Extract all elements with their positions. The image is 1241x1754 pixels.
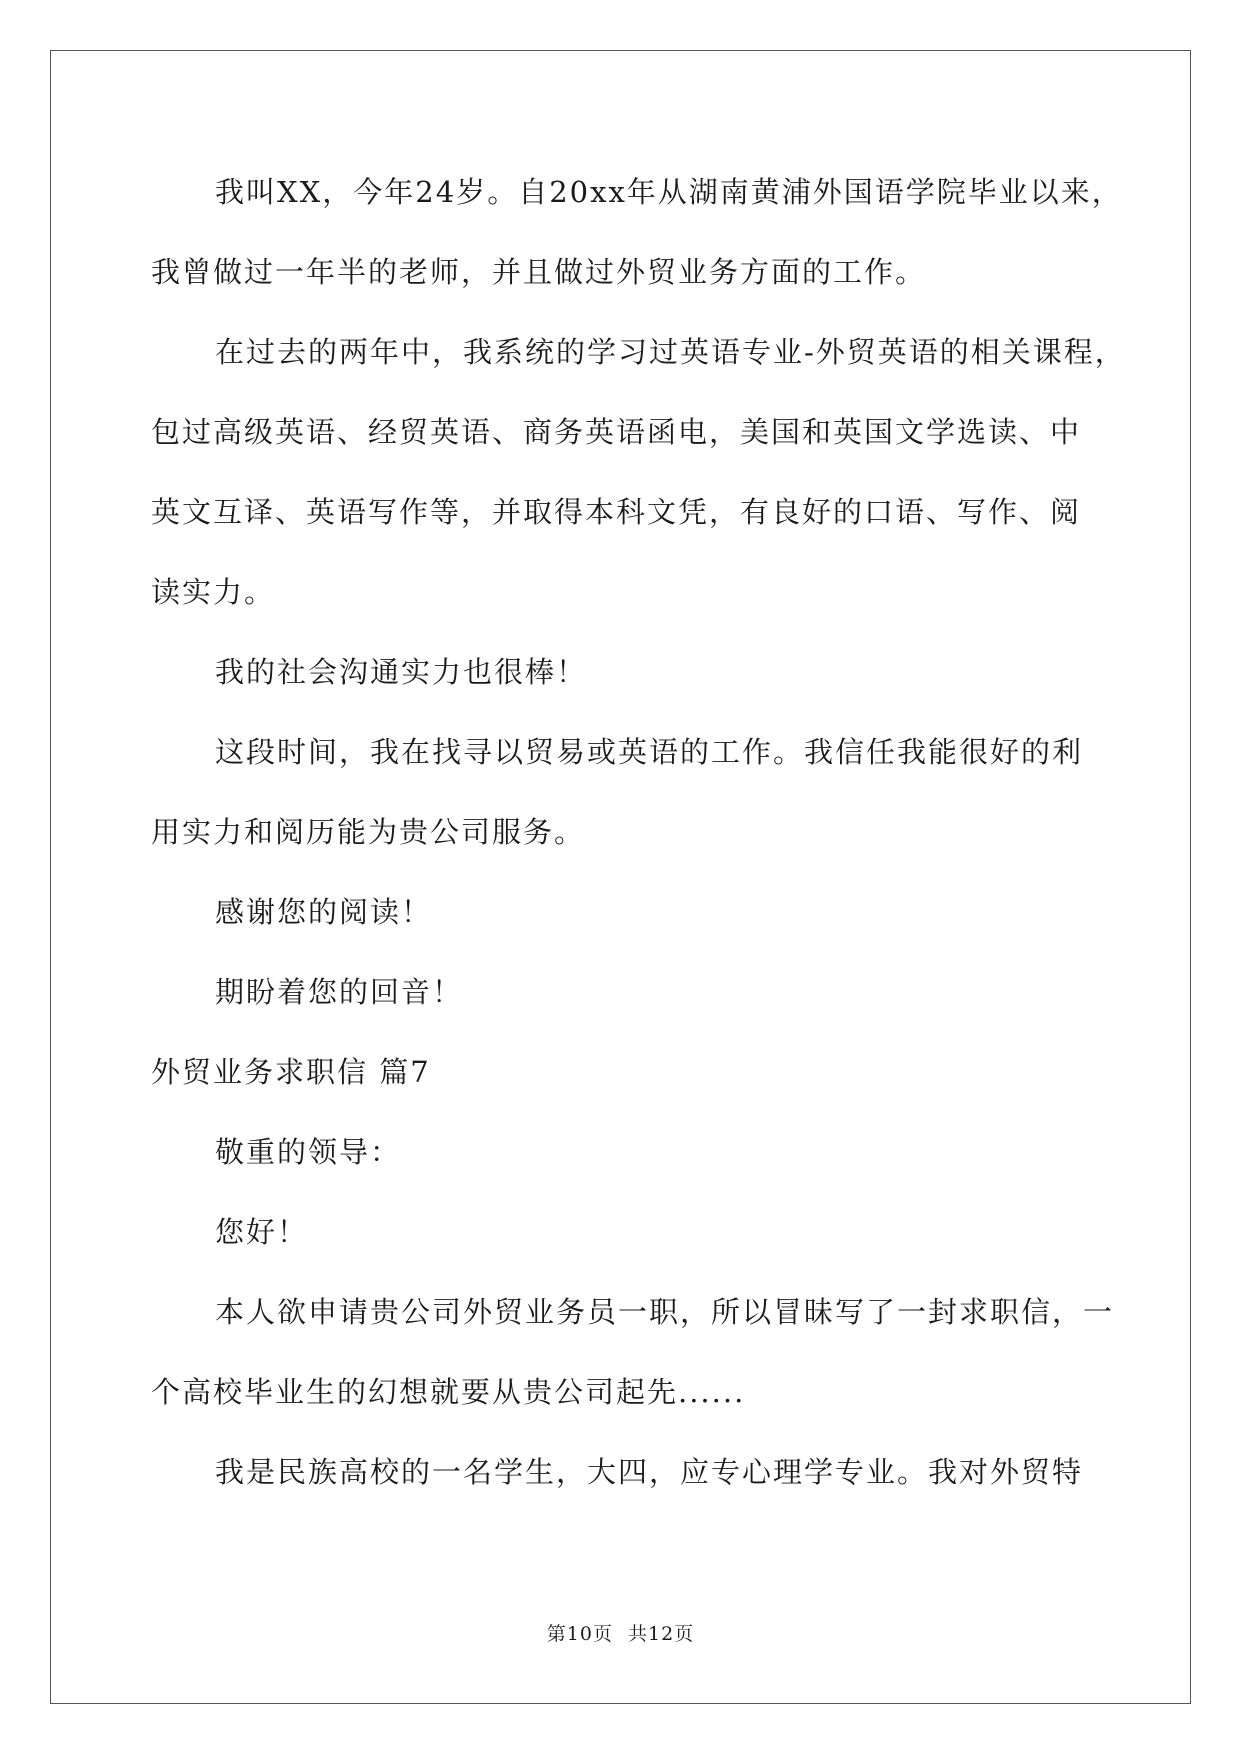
paragraph-line: 期盼着您的回音！	[215, 975, 464, 1009]
page-footer	[0, 1622, 1241, 1646]
section-heading: 外贸业务求职信 篇7	[151, 1055, 431, 1089]
paragraph-line: 我曾做过一年半的老师，并且做过外贸业务方面的工作。	[151, 255, 927, 289]
page-total: 共12页	[628, 1623, 695, 1645]
paragraph-line: 本人欲申请贵公司外贸业务员一职，所以冒昧写了一封求职信，一	[215, 1295, 1115, 1329]
salutation-line: 敬重的领导：	[215, 1135, 402, 1169]
paragraph-line: 用实力和阅历能为贵公司服务。	[151, 815, 586, 849]
paragraph-line: 感谢您的阅读！	[215, 895, 433, 929]
paragraph-line: 在过去的两年中，我系统的学习过英语专业-外贸英语的相关课程，	[215, 335, 1126, 369]
paragraph-line: 读实力。	[151, 575, 276, 609]
paragraph-line: 我叫XX，今年24岁。自20xx年从湖南黄浦外国语学院毕业以来，	[215, 175, 1123, 209]
paragraph-line: 个高校毕业生的幻想就要从贵公司起先......	[151, 1375, 746, 1409]
page-number: 第10页	[546, 1623, 613, 1645]
paragraph-line: 包过高级英语、经贸英语、商务英语函电，美国和英国文学选读、中	[151, 415, 1082, 449]
paragraph-line: 这段时间，我在找寻以贸易或英语的工作。我信任我能很好的利	[215, 735, 1084, 769]
paragraph-line: 我的社会沟通实力也很棒！	[215, 655, 588, 689]
paragraph-line: 我是民族高校的一名学生，大四，应专心理学专业。我对外贸特	[215, 1455, 1084, 1489]
paragraph-line: 英文互译、英语写作等，并取得本科文凭，有良好的口语、写作、阅	[151, 495, 1082, 529]
greeting-line: 您好！	[215, 1215, 309, 1249]
